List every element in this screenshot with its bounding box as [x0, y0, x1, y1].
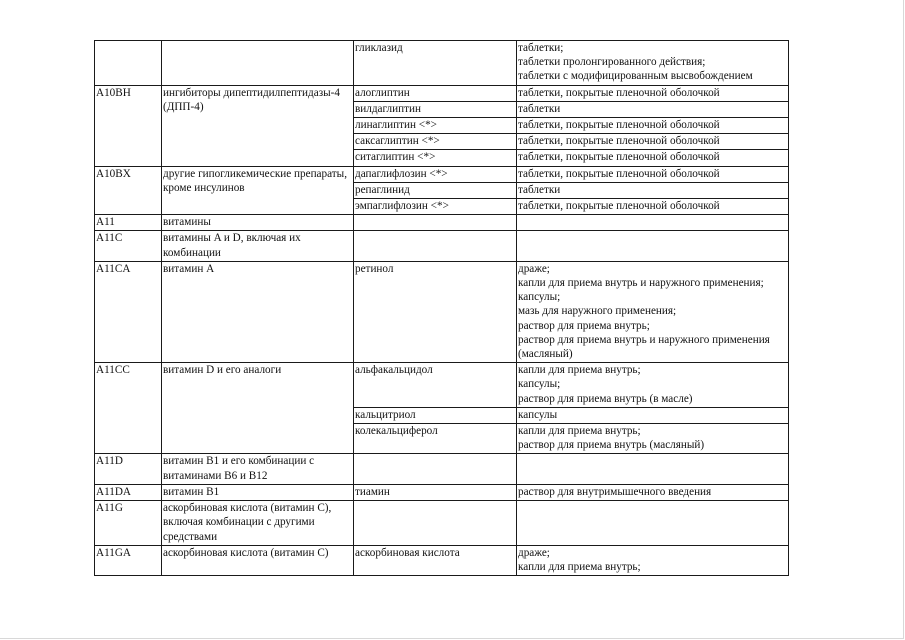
empty-cell-spacer: [518, 231, 787, 245]
drug-name: репаглинид: [355, 183, 410, 196]
dosage-form: раствор для приема внутрь;: [518, 319, 650, 332]
drug-name-cell: [354, 134, 517, 150]
table-row: [95, 215, 789, 231]
empty-cell-spacer: [518, 215, 787, 229]
atc-code-cell: [95, 215, 162, 231]
drug-name-cell: [354, 424, 517, 454]
drug-name: ретинол: [355, 262, 394, 275]
dosage-forms-cell: [517, 166, 789, 182]
drug-name: алоглиптин: [355, 86, 410, 99]
table-row: [95, 484, 789, 500]
medication-table: [94, 40, 789, 576]
table-row: [95, 41, 789, 86]
dosage-form: таблетки, покрытые пленочной оболочкой: [518, 151, 720, 164]
empty-cell-spacer: [518, 454, 787, 468]
drug-group-cell: [162, 85, 354, 166]
drug-name: [355, 215, 515, 229]
dosage-form: раствор для приема внутрь и наружного применения (масляный): [518, 333, 770, 361]
dosage-forms-cell: [517, 545, 789, 575]
drug-group-name: витамин D и его аналоги: [163, 364, 282, 377]
drug-group-cell: [162, 215, 354, 231]
drug-name: аскорбиновая кислота: [355, 546, 460, 559]
atc-code-cell: [95, 484, 162, 500]
atc-code-cell: [95, 166, 162, 215]
dosage-form: таблетки, покрытые пленочной оболочкой: [518, 135, 720, 148]
drug-name-cell: [354, 118, 517, 134]
drug-name: [355, 454, 515, 468]
atc-code: A11GA: [96, 546, 132, 559]
table-body: [95, 41, 789, 576]
dosage-form: капсулы;: [518, 378, 561, 391]
dosage-form: таблетки: [518, 183, 561, 196]
table-row: [95, 545, 789, 575]
drug-name-cell: [354, 454, 517, 484]
drug-group-name: витамины: [163, 216, 211, 229]
dosage-forms-cell: [517, 424, 789, 454]
dosage-forms-cell: [517, 150, 789, 166]
dosage-form: капли для приема внутрь;: [518, 560, 641, 573]
drug-name: эмпаглифлозин <*>: [355, 200, 449, 213]
dosage-forms-cell: [517, 231, 789, 261]
drug-group-name: витамины A и D, включая их комбинации: [163, 232, 301, 259]
atc-code: A11D: [96, 455, 123, 468]
drug-name: ситаглиптин <*>: [355, 151, 436, 164]
atc-code-cell: [95, 454, 162, 484]
drug-group-name: аскорбиновая кислота (витамин C), включая комбинации с другими средствами: [163, 502, 332, 543]
atc-code: A10BX: [96, 167, 131, 180]
table-row: [95, 231, 789, 261]
table-row: [95, 363, 789, 408]
drug-name: колекальциферол: [355, 425, 438, 438]
drug-name-cell: [354, 85, 517, 101]
dosage-form: таблетки, покрытые пленочной оболочкой: [518, 119, 720, 132]
atc-code-cell: [95, 41, 162, 86]
atc-code: A11CC: [96, 364, 130, 377]
drug-name-cell: [354, 545, 517, 575]
drug-group-cell: [162, 166, 354, 215]
drug-group-name: ингибиторы дипептидилпептидазы-4 (ДПП-4): [163, 86, 340, 113]
drug-group-cell: [162, 231, 354, 261]
dosage-forms-cell: [517, 501, 789, 546]
dosage-forms-cell: [517, 407, 789, 423]
dosage-form: капсулы;: [518, 291, 561, 304]
drug-name: [355, 231, 515, 245]
atc-code-cell: [95, 545, 162, 575]
drug-name-cell: [354, 484, 517, 500]
dosage-form: мазь для наружного применения;: [518, 305, 677, 318]
table-row: [95, 166, 789, 182]
drug-name-cell: [354, 166, 517, 182]
atc-code: A10BH: [96, 86, 131, 99]
dosage-form: таблетки, покрытые пленочной оболочкой: [518, 200, 720, 213]
drug-group-cell: [162, 41, 354, 86]
dosage-form: таблетки, покрытые пленочной оболочкой: [518, 167, 720, 180]
atc-code-cell: [95, 231, 162, 261]
dosage-form: капсулы: [518, 408, 558, 421]
dosage-form: таблетки пролонгированного действия;: [518, 56, 706, 69]
drug-group-cell: [162, 545, 354, 575]
drug-group-name: витамин B1 и его комбинации с витаминами B6 и B12: [163, 455, 315, 482]
drug-name: гликлазид: [355, 42, 403, 54]
drug-name-cell: [354, 363, 517, 408]
drug-name-cell: [354, 501, 517, 546]
dosage-forms-cell: [517, 261, 789, 362]
dosage-forms-cell: [517, 118, 789, 134]
drug-group-cell: [162, 454, 354, 484]
drug-group-name: аскорбиновая кислота (витамин C): [163, 546, 329, 559]
atc-code-cell: [95, 363, 162, 454]
atc-code: A11CA: [96, 262, 131, 275]
drug-name: дапаглифлозин <*>: [355, 167, 448, 180]
drug-name-cell: [354, 407, 517, 423]
atc-code: A11: [96, 216, 115, 229]
drug-group-cell: [162, 363, 354, 454]
drug-name-cell: [354, 261, 517, 362]
drug-name-cell: [354, 101, 517, 117]
dosage-form: раствор для приема внутрь (в масле): [518, 392, 693, 405]
drug-name: тиамин: [355, 485, 390, 498]
table-row: [95, 85, 789, 101]
table-row: [95, 501, 789, 546]
dosage-form: драже;: [518, 546, 550, 559]
drug-name: саксаглиптин <*>: [355, 135, 440, 148]
dosage-form: раствор для внутримышечного введения: [518, 485, 712, 498]
drug-name-cell: [354, 215, 517, 231]
dosage-forms-cell: [517, 484, 789, 500]
drug-group-name: другие гипогликемические препараты, кроме инсулинов: [163, 167, 347, 194]
drug-name-cell: [354, 150, 517, 166]
drug-name-cell: [354, 182, 517, 198]
dosage-forms-cell: [517, 101, 789, 117]
drug-name: линаглиптин <*>: [355, 119, 437, 132]
drug-group-cell: [162, 484, 354, 500]
drug-name-cell: [354, 199, 517, 215]
empty-cell-spacer: [518, 501, 787, 515]
dosage-form: таблетки с модифицированным высвобождением: [518, 70, 753, 83]
dosage-form: драже;: [518, 262, 550, 275]
dosage-form: раствор для приема внутрь (масляный): [518, 439, 705, 452]
dosage-forms-cell: [517, 182, 789, 198]
drug-name: вилдаглиптин: [355, 102, 421, 115]
table-row: [95, 454, 789, 484]
drug-group-cell: [162, 261, 354, 362]
drug-group-name: витамин A: [163, 262, 215, 275]
atc-code: A11C: [96, 232, 123, 245]
dosage-form: капли для приема внутрь;: [518, 425, 641, 438]
atc-code: A11DA: [96, 485, 132, 498]
dosage-form: капли для приема внутрь и наружного применения;: [518, 277, 764, 290]
atc-code-cell: [95, 501, 162, 546]
dosage-form: таблетки;: [518, 42, 564, 54]
dosage-forms-cell: [517, 134, 789, 150]
table-row: [95, 261, 789, 362]
dosage-forms-cell: [517, 363, 789, 408]
atc-code-cell: [95, 85, 162, 166]
dosage-form: таблетки: [518, 102, 561, 115]
atc-code-cell: [95, 261, 162, 362]
dosage-forms-cell: [517, 215, 789, 231]
dosage-forms-cell: [517, 85, 789, 101]
dosage-form: таблетки, покрытые пленочной оболочкой: [518, 86, 720, 99]
drug-name-cell: [354, 231, 517, 261]
dosage-form: капли для приема внутрь;: [518, 364, 641, 377]
drug-name-cell: [354, 41, 517, 86]
drug-group-cell: [162, 501, 354, 546]
dosage-forms-cell: [517, 454, 789, 484]
drug-name: [355, 501, 515, 515]
drug-group-name: витамин B1: [163, 485, 220, 498]
drug-name: кальцитриол: [355, 408, 416, 421]
dosage-forms-cell: [517, 41, 789, 86]
atc-code: A11G: [96, 502, 123, 515]
drug-name: альфакальцидол: [355, 364, 433, 377]
dosage-forms-cell: [517, 199, 789, 215]
